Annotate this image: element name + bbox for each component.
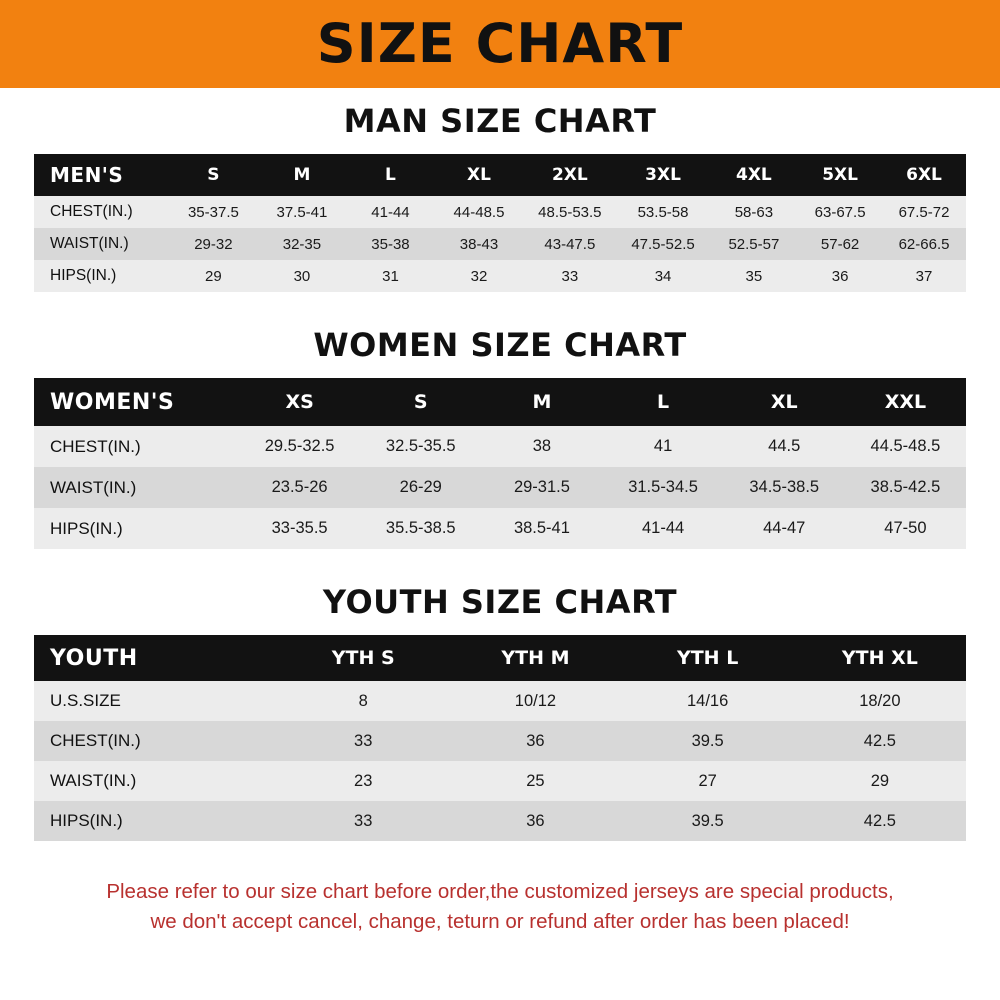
header-cell-size: YTH S <box>277 635 449 681</box>
footer-note-line1: Please refer to our size chart before order,the customized jerseys are special products, <box>106 880 894 903</box>
table-cell: 48.5-53.5 <box>523 196 616 228</box>
table-cell: 25 <box>449 761 621 801</box>
table-cell: 44.5-48.5 <box>845 426 966 467</box>
row-label: HIPS(IN.) <box>34 508 239 549</box>
row-label: CHEST(IN.) <box>34 196 169 228</box>
header-cell-size: M <box>258 154 347 196</box>
header-cell-size: 5XL <box>798 154 882 196</box>
youth-section-title: YOUTH SIZE CHART <box>322 583 678 621</box>
row-label: WAIST(IN.) <box>34 228 169 260</box>
table-cell: 36 <box>798 260 882 292</box>
row-label: WAIST(IN.) <box>34 467 239 508</box>
table-cell: 38.5-42.5 <box>845 467 966 508</box>
header-cell-size: 2XL <box>523 154 616 196</box>
table-cell: 33 <box>523 260 616 292</box>
row-label: HIPS(IN.) <box>34 260 169 292</box>
row-label: HIPS(IN.) <box>34 801 277 841</box>
table-cell: 33 <box>277 801 449 841</box>
table-cell: 23.5-26 <box>239 467 360 508</box>
table-cell: 32.5-35.5 <box>360 426 481 467</box>
header-cell-size: XXL <box>845 378 966 426</box>
header-cell-size: 6XL <box>882 154 966 196</box>
header-cell-size: YTH XL <box>794 635 966 681</box>
table-cell: 18/20 <box>794 681 966 721</box>
table-row <box>34 260 966 292</box>
table-row <box>34 196 966 228</box>
table-cell: 39.5 <box>622 721 794 761</box>
row-label: CHEST(IN.) <box>34 426 239 467</box>
table-cell: 36 <box>449 721 621 761</box>
footer-note <box>0 867 1000 936</box>
row-label: CHEST(IN.) <box>34 721 277 761</box>
table-cell: 26-29 <box>360 467 481 508</box>
table-cell: 41-44 <box>603 508 724 549</box>
table-cell: 42.5 <box>794 801 966 841</box>
table-row <box>34 761 966 801</box>
table-header-row <box>34 154 966 196</box>
table-cell: 33 <box>277 721 449 761</box>
page-banner <box>0 0 1000 88</box>
table-cell: 42.5 <box>794 721 966 761</box>
header-cell-size: S <box>360 378 481 426</box>
table-row <box>34 801 966 841</box>
table-cell: 38 <box>481 426 602 467</box>
header-cell-rowlabel: WOMEN'S <box>34 378 239 426</box>
table-row <box>34 467 966 508</box>
table-cell: 34.5-38.5 <box>724 467 845 508</box>
table-cell: 35-38 <box>346 228 435 260</box>
table-cell: 38.5-41 <box>481 508 602 549</box>
table-row <box>34 228 966 260</box>
table-header-row <box>34 378 966 426</box>
women-section-title: WOMEN SIZE CHART <box>313 326 687 364</box>
table-cell: 23 <box>277 761 449 801</box>
table-cell: 29.5-32.5 <box>239 426 360 467</box>
footer-note-line2: we don't accept cancel, change, teturn or refund after order has been placed! <box>150 909 850 933</box>
row-label: WAIST(IN.) <box>34 761 277 801</box>
table-cell: 43-47.5 <box>523 228 616 260</box>
spacer <box>34 364 966 378</box>
header-cell-size: XL <box>724 378 845 426</box>
table-cell: 32-35 <box>258 228 347 260</box>
table-cell: 35-37.5 <box>169 196 258 228</box>
header-cell-size: YTH L <box>622 635 794 681</box>
table-cell: 35.5-38.5 <box>360 508 481 549</box>
table-cell: 29 <box>794 761 966 801</box>
table-cell: 44-47 <box>724 508 845 549</box>
table-cell: 14/16 <box>622 681 794 721</box>
men-size-table <box>34 154 966 292</box>
table-cell: 44-48.5 <box>435 196 524 228</box>
table-cell: 67.5-72 <box>882 196 966 228</box>
table-cell: 10/12 <box>449 681 621 721</box>
header-cell-size: XS <box>239 378 360 426</box>
table-row <box>34 721 966 761</box>
women-section <box>0 326 1000 549</box>
spacer <box>34 621 966 635</box>
table-cell: 36 <box>449 801 621 841</box>
header-cell-rowlabel: MEN'S <box>34 154 169 196</box>
table-cell: 39.5 <box>622 801 794 841</box>
header-cell-size: YTH M <box>449 635 621 681</box>
table-cell: 53.5-58 <box>616 196 709 228</box>
table-cell: 41-44 <box>346 196 435 228</box>
table-cell: 31 <box>346 260 435 292</box>
table-cell: 29-32 <box>169 228 258 260</box>
table-cell: 29 <box>169 260 258 292</box>
table-cell: 35 <box>710 260 799 292</box>
table-cell: 8 <box>277 681 449 721</box>
table-cell: 37 <box>882 260 966 292</box>
spacer <box>34 140 966 154</box>
table-row <box>34 426 966 467</box>
table-cell: 37.5-41 <box>258 196 347 228</box>
header-cell-size: L <box>603 378 724 426</box>
table-cell: 52.5-57 <box>710 228 799 260</box>
table-cell: 38-43 <box>435 228 524 260</box>
table-cell: 47.5-52.5 <box>616 228 709 260</box>
table-cell: 47-50 <box>845 508 966 549</box>
header-cell-size: M <box>481 378 602 426</box>
spacer <box>0 841 1000 867</box>
table-cell: 63-67.5 <box>798 196 882 228</box>
header-cell-rowlabel: YOUTH <box>34 635 277 681</box>
table-cell: 34 <box>616 260 709 292</box>
header-cell-size: XL <box>435 154 524 196</box>
table-cell: 33-35.5 <box>239 508 360 549</box>
table-cell: 62-66.5 <box>882 228 966 260</box>
header-cell-size: 4XL <box>710 154 799 196</box>
spacer <box>0 549 1000 583</box>
spacer <box>0 292 1000 326</box>
spacer <box>0 88 1000 102</box>
men-section <box>0 102 1000 292</box>
table-cell: 41 <box>603 426 724 467</box>
header-cell-size: S <box>169 154 258 196</box>
header-cell-size: 3XL <box>616 154 709 196</box>
table-cell: 58-63 <box>710 196 799 228</box>
page-title: SIZE CHART <box>316 12 684 75</box>
youth-section <box>0 583 1000 841</box>
table-cell: 44.5 <box>724 426 845 467</box>
table-cell: 57-62 <box>798 228 882 260</box>
table-cell: 30 <box>258 260 347 292</box>
table-cell: 32 <box>435 260 524 292</box>
women-size-table <box>34 378 966 549</box>
men-section-title: MAN SIZE CHART <box>343 102 657 140</box>
table-header-row <box>34 635 966 681</box>
row-label: U.S.SIZE <box>34 681 277 721</box>
table-cell: 31.5-34.5 <box>603 467 724 508</box>
youth-size-table <box>34 635 966 841</box>
table-cell: 29-31.5 <box>481 467 602 508</box>
table-row <box>34 508 966 549</box>
table-cell: 27 <box>622 761 794 801</box>
table-row <box>34 681 966 721</box>
header-cell-size: L <box>346 154 435 196</box>
